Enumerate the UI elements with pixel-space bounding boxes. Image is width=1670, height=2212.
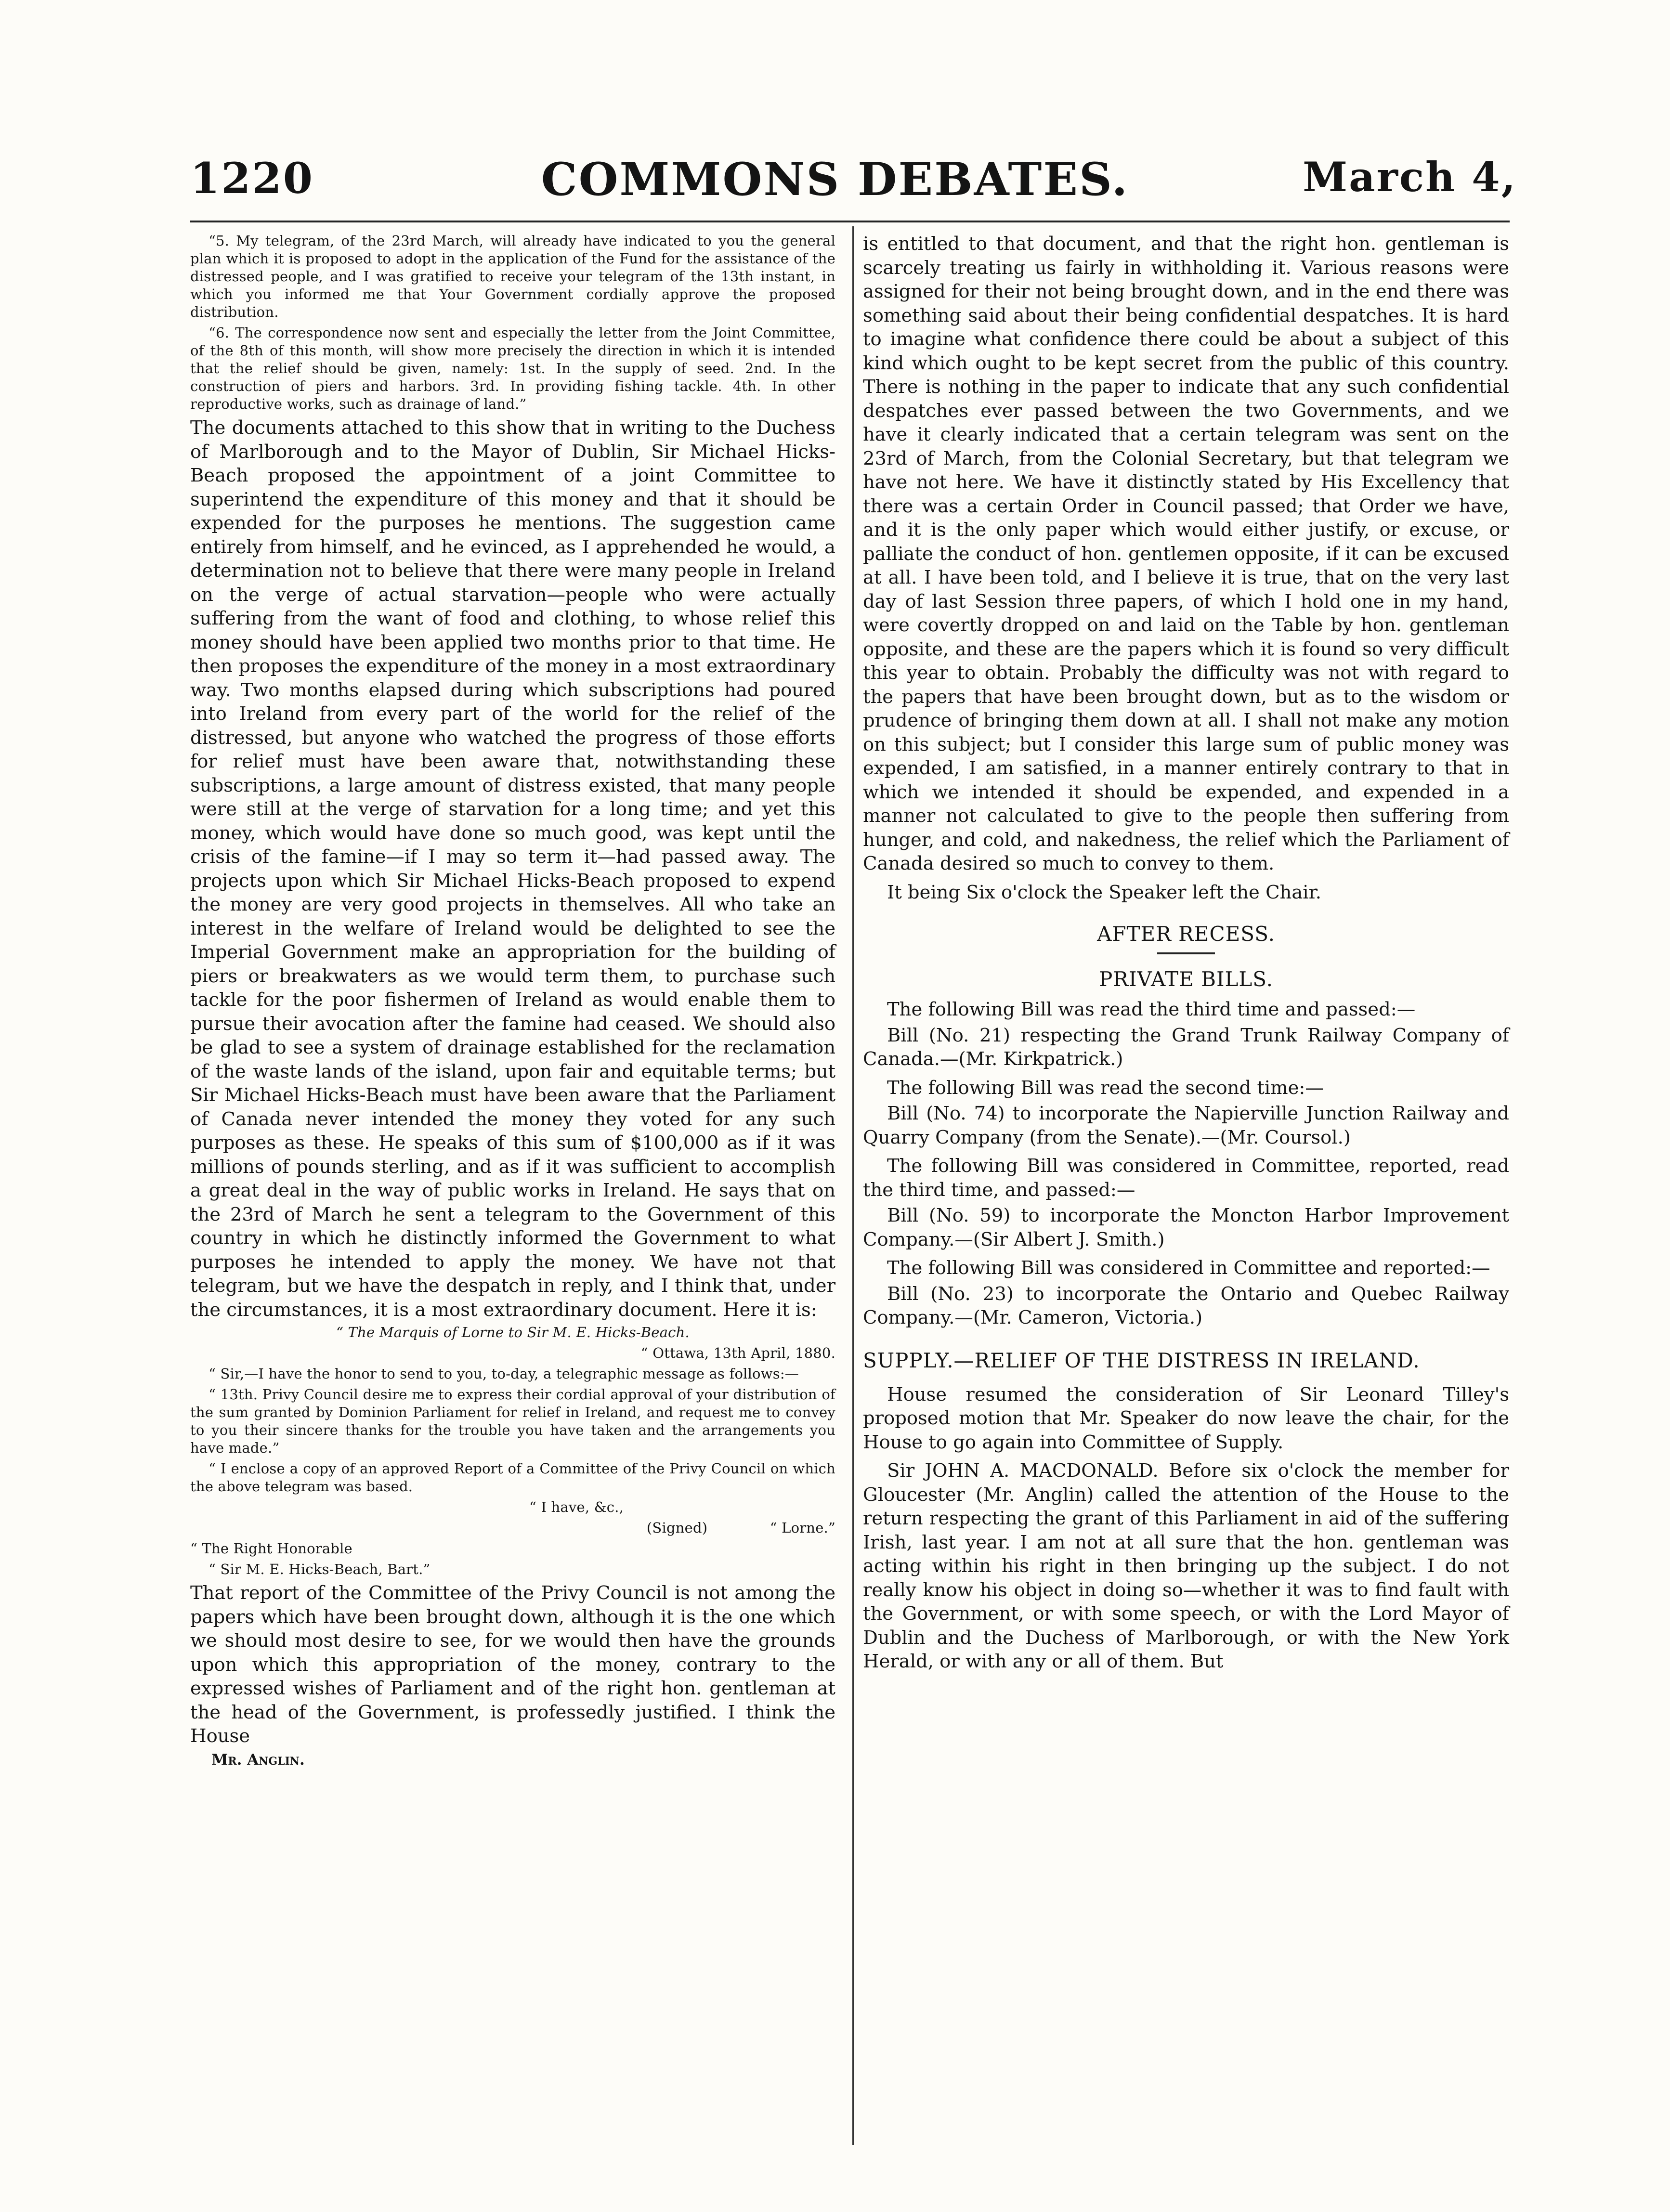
bill-entry: Bill (No. 23) to incorporate the Ontario and Quebec Railway Company.—(Mr. Cameron, Victoria.) <box>863 1283 1509 1328</box>
speech-paragraph: That report of the Committee of the Privy Council is not among the papers which have been brought down, although it is the one which we should most desire to see, for we would then have the grounds upon which this appropriation of the money, contrary to the expressed wishes of Parliament and of the right hon. gentleman at the head of the Government, is professedly justified. I think the House <box>190 1582 835 1747</box>
bill-intro: The following Bill was read the second time:— <box>887 1077 1324 1099</box>
page-title: COMMONS DEBATES. <box>541 153 1129 206</box>
bill-entry: Bill (No. 21) respecting the Grand Trunk Railway Company of Canada.—(Mr. Kirkpatrick.) <box>863 1024 1509 1070</box>
letter-closing: “ I have, &c., <box>529 1499 624 1515</box>
letter-addressee: “ The Right Honorable <box>190 1540 352 1557</box>
column-divider <box>852 226 854 2145</box>
letter-addressee: “ Sir M. E. Hicks-Beach, Bart.” <box>209 1561 431 1577</box>
letter-salutation: “ Sir,—I have the honor to send to you, to-day, a telegraphic message as follows:— <box>209 1366 799 1382</box>
quoted-paragraph: “6. The correspondence now sent and especially the letter from the Joint Committee, of the 8th of this month, will show more precisely the direction in which it is intended that the relief should be given, namely: 1st. In the supply of seed. 2nd. In the construction of piers and harbors. 3rd. In providing fishing tackle. 4th. In other reproductive works, such as drainage of land.” <box>190 325 835 412</box>
right-column <box>863 232 1509 1676</box>
speech-paragraph: The documents attached to this show that in writing to the Duchess of Marlborough and to the Mayor of Dublin, Sir Michael Hicks-Beach proposed the appointment of a joint Committee to superintend the expenditure of this money and that it should be expended for the purposes he mentions. The suggestion came entirely from himself, and he evinced, as I apprehended he would, a determination not to believe that there were many people in Ireland on the verge of actual starvation—people who were actually suffering from the want of food and clothing, to whose relief this money should have been applied two months prior to that time. He then proposes the expenditure of the money in a most extraordinary way. Two months elapsed during which subscriptions had poured into Ireland from every part of the world for the relief of the distressed, but anyone who watched the progress of those efforts for relief must have been aware that, notwithstanding these subscriptions, a large amount of distress existed, that many people were still at the verge of starvation for a long time; and yet this money, which would have done so much good, was kept until the crisis of the famine—if I may so term it—had passed away. The projects upon which Sir Michael Hicks-Beach proposed to expend the money are very good projects in themselves. All who take an interest in the welfare of Ireland would be delighted to see the Imperial Government make an appropriation for the building of piers or breakwaters as we would term them, to purchase such tackle for the poor fishermen of Ireland as would enable them to pursue their avocation after the famine had ceased. We should also be glad to see a system of drainage established for the reclamation of the waste lands of the island, upon fair and equitable terms; but Sir Michael Hicks-Beach must have been aware that the Parliament of Canada never intended the money they voted for any such purposes as these. He speaks of this sum of $100,000 as if it was millions of pounds sterling, and as if it was sufficient to accomplish a great deal in the way of public works in Ireland. He says that on the 23rd of March he sent a telegram to the Government of this country in which he distinctly informed the Government to what purposes he intended to apply the money. We have not that telegram, but we have the despatch in reply, and I think that, under the circumstances, it is a most extraordinary document. Here it is: <box>190 417 835 1321</box>
quoted-paragraph: “5. My telegram, of the 23rd March, will already have indicated to you the general plan which it is proposed to adopt in the application of the Fund for the assistance of the distressed people, and I was gratified to receive your telegram of the 13th instant, in which you informed me that Your Government cordially approve the proposed distribution. <box>190 233 835 320</box>
speech-paragraph: House resumed the consideration of Sir Leonard Tilley's proposed motion that Mr. Speaker do now leave the chair, for the House to go again into Committee of Supply. <box>863 1383 1509 1453</box>
letter-dateline: “ Ottawa, 13th April, 1880. <box>640 1345 835 1361</box>
page-date: March 4, <box>1303 153 1517 201</box>
bill-intro: The following Bill was read the third time and passed:— <box>887 999 1416 1020</box>
letter-heading: “ The Marquis of Lorne to Sir M. E. Hicks-Beach. <box>336 1324 690 1340</box>
speech-paragraph: is entitled to that document, and that the right hon. gentleman is scarcely treating us fairly in withholding it. Various reasons were assigned for their not being brought down, and in the end there was something said about their being confidential despatches. It is hard to imagine what confidence there could be about a subject of this kind which ought to be kept secret from the public of this country. There is nothing in the paper to indicate that any such confidential despatches ever passed between the two Governments, and we have it clearly indicated that a certain telegram was sent on the 23rd of March, from the Colonial Secretary, but that telegram we have not here. We have it distinctly stated by His Excellency that there was a certain Order in Council passed; that Order we have, and it is the only paper which would either justify, or excuse, or palliate the conduct of hon. gentlemen opposite, if it can be excused at all. I have been told, and I believe it is true, that on the very last day of last Session three papers, of which I hold one in my hand, were covertly dropped on and laid on the Table by hon. gentleman opposite, and these are the papers which it is found so very difficult this year to obtain. Probably the difficulty was not with regard to the papers that have been brought down, but as to the wisdom or prudence of bringing them down at all. I shall not make any motion on this subject; but I consider this large sum of public money was expended, I am satisfied, in a manner entirely contrary to that in which we intended it should be expended, and expended in a manner not calculated to give to the people then suffering from hunger, and cold, and nakedness, the relief which the Parliament of Canada desired so much to convey to them. <box>863 233 1509 874</box>
bill-entry: Bill (No. 74) to incorporate the Napierville Junction Railway and Quarry Company (from the Senate).—(Mr. Coursol.) <box>863 1103 1509 1148</box>
section-heading: PRIVATE BILLS. <box>1099 967 1273 991</box>
page-number: 1220 <box>190 153 314 203</box>
letter-quote: “ 13th. Privy Council desire me to express their cordial approval of your distribution of the sum granted by Dominion Parliament for relief in Ireland, and request me to convey to you their sincere thanks for the trouble you have taken and the arrangements you have made.” <box>190 1386 835 1456</box>
speaker-footer: Mr. Anglin. <box>211 1751 305 1769</box>
letter-enclosure-note: “ I enclose a copy of an approved Report of a Committee of the Privy Council on which the above telegram was based. <box>190 1460 835 1495</box>
procedural-note: It being Six o'clock the Speaker left the Chair. <box>887 881 1322 903</box>
letter-signature: “ Lorne.” <box>770 1520 835 1536</box>
letter-signed: (Signed) <box>646 1520 708 1536</box>
section-rule <box>1157 952 1215 954</box>
letter-signature-line <box>190 1519 835 1537</box>
bill-intro: The following Bill was considered in Committee, reported, read the third time, and passed:— <box>863 1155 1509 1201</box>
speech-paragraph: Sir JOHN A. MACDONALD. Before six o'clock the member for Gloucester (Mr. Anglin) called the attention of the House to the return respecting the grant of this Parliament in aid of the suffering Irish, last year. I am not at all sure that the hon. gentleman was acting within his right in then bringing up the subject. I do not really know his object in doing so—whether it was to find fault with the Government, or with some speech, or with the Lord Mayor of Dublin and the Duchess of Marlborough, or with the New York Herald, or with any or all of them. But <box>863 1460 1509 1672</box>
left-column <box>190 232 835 1770</box>
bill-intro: The following Bill was considered in Committee and reported:— <box>887 1257 1490 1279</box>
bill-entry: Bill (No. 59) to incorporate the Moncton Harbor Improvement Company.—(Sir Albert J. Smith.) <box>863 1205 1509 1250</box>
section-heading: SUPPLY.—RELIEF OF THE DISTRESS IN IRELAND. <box>863 1348 1420 1372</box>
header-rule <box>190 221 1510 222</box>
section-heading: AFTER RECESS. <box>1097 922 1275 946</box>
